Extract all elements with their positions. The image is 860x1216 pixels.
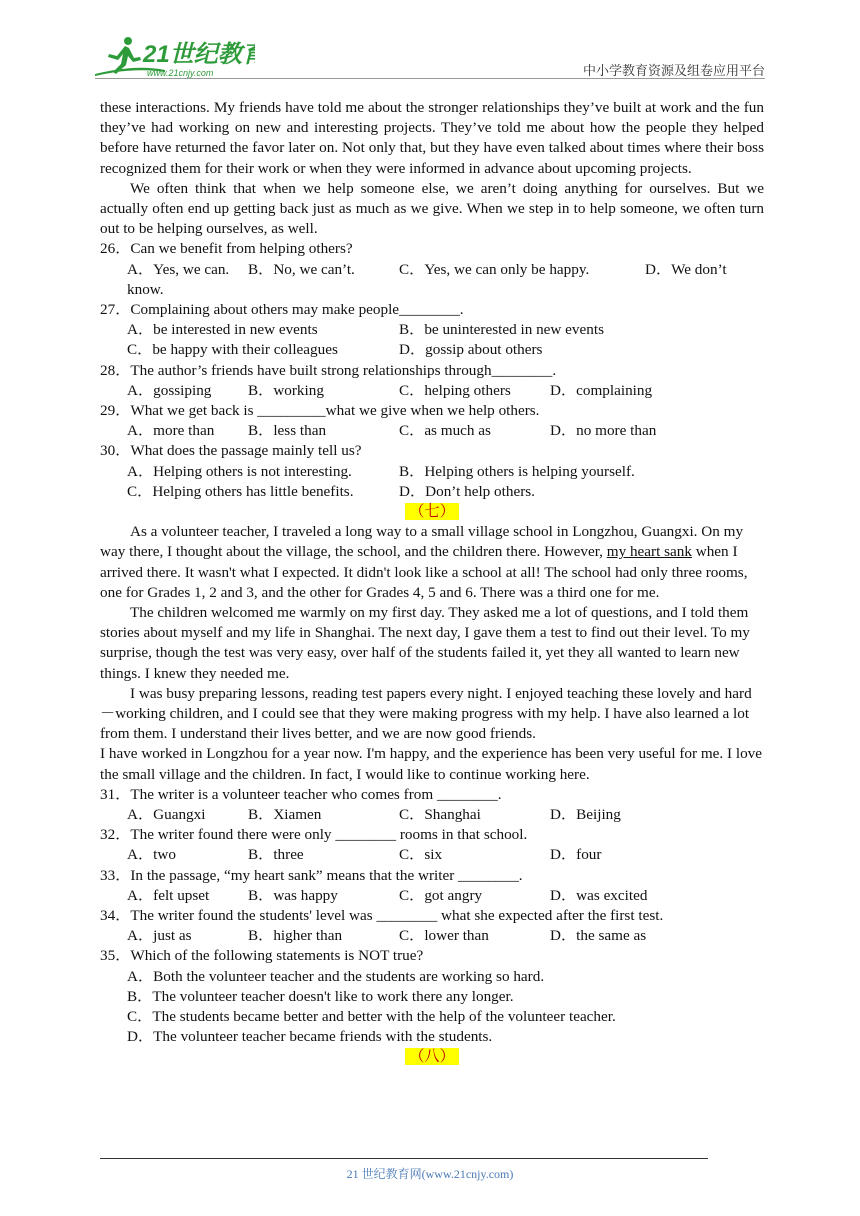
option-b: B．be uninterested in new events (399, 321, 604, 339)
option-a: A．Helping others is not interesting. (127, 462, 352, 480)
passage7-paragraph (100, 522, 764, 603)
passage6-paragraph: these interactions. My friends have told me about the stronger relationships they’ve built at work and the fun they’ve had working on new and interesting projects. They’ve told me about how the people they helped before have returned the favor later on. Not only that, but they have even talked about times where their boss recognized them for their work or when they were informed in advance about upcoming projects. (100, 99, 764, 177)
option-c: C．lower than (399, 927, 489, 945)
passage7-text: As a volunteer teacher, I traveled a long way to a small village school in Longzhou, Guangxi. On my way there, I thought about the village, the school, and the children there. However, (100, 523, 744, 561)
option-a: A．more than (127, 422, 215, 440)
option-b: B．less than (248, 422, 327, 440)
question-28-stem: 28．The author’s friends have built strong relationships through________. (100, 361, 557, 379)
option-a: A．just as (127, 927, 192, 945)
passage7-text: when I arrived there. It wasn't what I expected. It didn't look like a school at all! The school had only three rooms, one for Grades 1, 2 and 3, and the other for Grades 4, 5 and 6. There was a third one for me. (100, 543, 748, 601)
option-b: B．three (248, 846, 304, 864)
option-d: D．was excited (550, 886, 648, 904)
option-d: D．The volunteer teacher became friends with the students. (127, 1028, 493, 1046)
option-b: B．Helping others is helping yourself. (399, 462, 635, 480)
option-b: B．working (248, 381, 324, 399)
question-27-options (100, 340, 764, 360)
question-34-stem: 34．The writer found the students' level was ________ what she expected after the first test. (100, 906, 664, 924)
question-33-stem: 33．In the passage, “my heart sank” means that the writer ________. (100, 866, 523, 884)
section-8-title (100, 1047, 764, 1067)
section-8-title-text: （八） (405, 1048, 459, 1065)
section-7-title (100, 502, 764, 522)
question-35-stem: 35．Which of the following statements is NOT true? (100, 947, 424, 965)
option-c: C．six (399, 846, 443, 864)
question-29-options (100, 421, 764, 441)
header-platform-text: 中小学教育资源及组卷应用平台 (582, 63, 765, 78)
underlined-phrase: my heart sank (606, 543, 692, 561)
option-c: C．Helping others has little benefits. (127, 482, 354, 500)
option-b: B．was happy (248, 886, 338, 904)
option-d: D．no more than (550, 422, 657, 440)
option-b: B．higher than (248, 927, 343, 945)
option-b: B．No, we can’t. (248, 260, 355, 278)
option-c: C．as much as (399, 422, 491, 440)
option-c: C．be happy with their colleagues (127, 341, 338, 359)
option-c: C．helping others (399, 381, 511, 399)
site-logo (95, 34, 255, 80)
passage7-paragraph: I was busy preparing lessons, reading test papers every night. I enjoyed teaching these lovely and hard－working children, and I could see that they were making progress with my help. I have also learned a lot from them. I understand their lives better, and we are now good friends. (100, 684, 752, 743)
option-d: D．complaining (550, 381, 653, 399)
option-d: D．We don’t (645, 260, 727, 278)
question-34-options (100, 926, 764, 946)
logo-url: www.21cnjy.com (147, 68, 214, 78)
question-32-stem: 32．The writer found there were only ________ rooms in that school. (100, 826, 528, 844)
logo-text: 21世纪教育 (143, 41, 255, 68)
header-divider (95, 78, 765, 79)
passage7-paragraph: I have worked in Longzhou for a year now. I'm happy, and the experience has been very useful for me. I love the small village and the children. In fact, I would like to continue working here. (100, 745, 763, 783)
question-30-options (100, 462, 764, 482)
question-31-stem: 31．The writer is a volunteer teacher who comes from ________. (100, 785, 502, 803)
option-a: A．gossiping (127, 381, 212, 399)
page-content (100, 98, 764, 1068)
option-a: A．felt upset (127, 886, 210, 904)
option-d-continued: know. (127, 280, 164, 298)
question-26-stem: 26．Can we benefit from helping others? (100, 240, 353, 258)
option-a: A．Yes, we can. (127, 260, 230, 278)
option-d: D．Don’t help others. (399, 482, 535, 500)
option-d: D．Beijing (550, 806, 621, 823)
question-30-options (100, 482, 764, 502)
footer-divider (100, 1158, 708, 1159)
runner-logo-icon (95, 34, 255, 80)
option-a: A．Guangxi (127, 806, 206, 823)
page-footer: 21 世纪教育网(www.21cnjy.com) (346, 1167, 514, 1181)
passage7-paragraph: The children welcomed me warmly on my first day. They asked me a lot of questions, and I told them stories about myself and my life in Shanghai. The next day, I gave them a test to find out their level. To my surprise, though the test was very easy, over half of the students failed it, yet they all wanted to learn new things. I knew they needed me. (100, 603, 750, 682)
question-30-stem: 30．What does the passage mainly tell us? (100, 442, 362, 460)
question-27-options (100, 320, 764, 340)
option-c: C．Yes, we can only be happy. (399, 260, 590, 278)
question-29-stem: 29．What we get back is _________what we give when we help others. (100, 401, 540, 419)
option-a: A．be interested in new events (127, 321, 318, 339)
question-31-options (100, 805, 764, 825)
question-28-options (100, 381, 764, 401)
option-b: B．Xiamen (248, 806, 322, 823)
option-a: A．two (127, 846, 176, 864)
question-27-stem: 27．Complaining about others may make people________. (100, 301, 464, 319)
option-b: B．The volunteer teacher doesn't like to work there any longer. (127, 987, 514, 1005)
option-d: D．four (550, 846, 602, 864)
option-c: C．Shanghai (399, 806, 481, 823)
passage6-paragraph: We often think that when we help someone else, we aren’t doing anything for ourselves. But we actually often end up getting back just as much as we give. When we step in to help someone, we often turn out to be helping ourselves, as well. (100, 179, 764, 238)
option-c: C．got angry (399, 886, 483, 904)
option-c: C．The students became better and better with the help of the volunteer teacher. (127, 1007, 616, 1025)
question-26-options (100, 260, 764, 280)
page-header (95, 34, 765, 80)
option-d: D．the same as (550, 927, 647, 945)
question-32-options (100, 845, 764, 865)
option-d: D．gossip about others (399, 341, 543, 359)
option-a: A．Both the volunteer teacher and the students are working so hard. (127, 967, 545, 985)
question-33-options (100, 886, 764, 906)
section-7-title-text: （七） (405, 503, 459, 520)
